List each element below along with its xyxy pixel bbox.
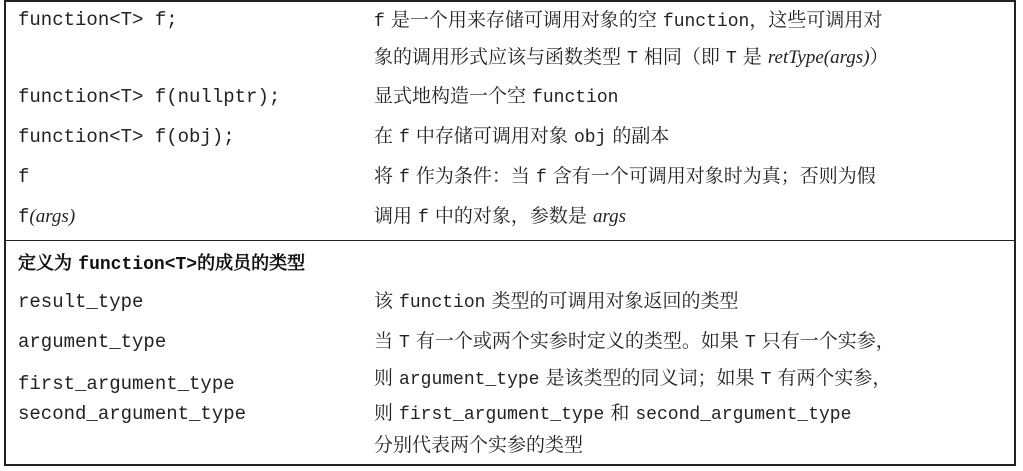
desc-f-condition: 将 f 作为条件：当 f 含有一个可调用对象时为真；否则为假: [374, 165, 876, 188]
desc-line-2: 象的调用形式应该与函数类型 T 相同（即 T 是 retType(args)）: [374, 46, 889, 69]
desc-function-default: [374, 3, 1006, 77]
desc-f-call: 调用 f 中的对象，参数是 args: [374, 205, 627, 228]
desc-argument-types: [374, 324, 1006, 460]
desc-arg-line-3: 则 first_argument_type 和 second_argument_type: [374, 402, 852, 425]
section-divider: [6, 240, 1014, 241]
code-first-argument-type: first_argument_type: [18, 373, 235, 395]
desc-result-type: 该 function 类型的可调用对象返回的类型: [374, 290, 739, 313]
desc-line-1: f 是一个用来存储可调用对象的空 function，这些可调用对: [374, 9, 883, 32]
desc-arg-line-1: 当 T 有一个或两个实参时定义的类型。如果 T 只有一个实参，: [374, 330, 895, 353]
reference-table: [4, 0, 1016, 466]
desc-function-obj: 在 f 中存储可调用对象 obj 的副本: [374, 125, 670, 148]
code-function-default: function<T> f;: [18, 9, 178, 31]
section-title: 定义为 function<T>的成员的类型: [18, 253, 306, 275]
code-function-obj: function<T> f(obj);: [18, 126, 235, 148]
code-result-type: result_type: [18, 291, 144, 313]
code-f-call: f(args): [18, 206, 76, 228]
code-argument-type: argument_type: [18, 331, 167, 353]
code-second-argument-type: second_argument_type: [18, 403, 247, 425]
code-function-nullptr: function<T> f(nullptr);: [18, 86, 281, 108]
code-f-condition: f: [18, 166, 30, 188]
desc-arg-line-2: 则 argument_type 是该类型的同义词；如果 T 有两个实参，: [374, 367, 892, 390]
desc-arg-line-4: 分别代表两个实参的类型: [374, 434, 584, 456]
desc-function-nullptr: 显式地构造一个空 function: [374, 85, 619, 108]
